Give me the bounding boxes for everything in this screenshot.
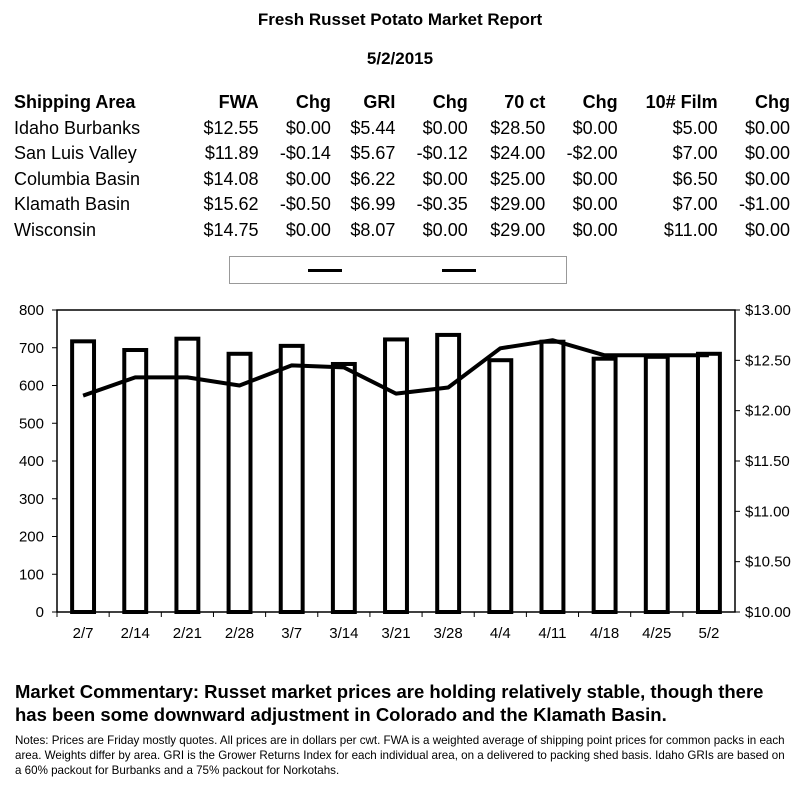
left-tick-label: 800 bbox=[18, 302, 44, 319]
table-cell: $5.00 bbox=[672, 117, 718, 138]
legend-entry-bars bbox=[308, 266, 342, 274]
x-tick-label: 3/14 bbox=[329, 625, 359, 642]
bar bbox=[333, 364, 355, 612]
table-cell: $11.00 bbox=[663, 219, 718, 240]
market-commentary: Market Commentary: Russet market prices are holding relatively stable, though there has been some downward adjustment in Colorado and the Klamath Basin. bbox=[15, 681, 764, 725]
x-tick-label: 3/7 bbox=[281, 625, 303, 642]
right-tick-label: $13.00 bbox=[745, 302, 791, 319]
right-tick-label: $11.50 bbox=[745, 453, 790, 470]
table-cell: Wisconsin bbox=[14, 219, 97, 240]
left-tick-label: 700 bbox=[18, 339, 44, 357]
table-cell: $7.00 bbox=[672, 143, 718, 164]
left-tick-label: 400 bbox=[18, 453, 44, 470]
table-cell: $0.00 bbox=[572, 168, 618, 189]
bar bbox=[229, 354, 251, 612]
col-header-gri-chg: Chg bbox=[432, 92, 468, 113]
table-cell: $5.44 bbox=[350, 117, 396, 138]
col-header-fwa: FWA bbox=[218, 92, 259, 113]
table-cell: $14.75 bbox=[203, 219, 259, 240]
x-tick-label: 4/18 bbox=[590, 625, 620, 642]
legend-swatch-line bbox=[442, 269, 476, 272]
table-cell: $0.00 bbox=[285, 219, 331, 240]
left-tick-label: 500 bbox=[18, 415, 44, 433]
table-cell: $7.00 bbox=[672, 194, 718, 215]
x-tick-label: 2/14 bbox=[120, 625, 150, 642]
x-tick-label: 2/28 bbox=[224, 625, 255, 642]
col-header-70ct: 70 ct bbox=[504, 92, 546, 113]
left-tick-label: 600 bbox=[18, 377, 44, 395]
col-header-10lb-film: 10# Film bbox=[645, 92, 718, 113]
table-cell: -$0.12 bbox=[416, 143, 468, 164]
bar bbox=[281, 346, 303, 612]
x-tick-label: 2/21 bbox=[172, 625, 202, 642]
right-tick-label: $10.00 bbox=[745, 604, 791, 621]
left-tick-label: 200 bbox=[18, 528, 44, 546]
table-cell: -$0.50 bbox=[279, 194, 331, 215]
chart-legend bbox=[229, 256, 567, 284]
right-tick-label: $12.50 bbox=[745, 352, 791, 370]
col-header-fwa-chg: Chg bbox=[295, 92, 331, 113]
table-cell: Klamath Basin bbox=[14, 194, 131, 215]
right-tick-label: $12.00 bbox=[745, 402, 791, 420]
bar bbox=[72, 341, 94, 612]
table-cell: $6.99 bbox=[350, 194, 396, 215]
table-cell: $12.55 bbox=[203, 117, 259, 138]
table-cell: $24.00 bbox=[490, 143, 546, 164]
table-cell: $0.00 bbox=[744, 168, 790, 189]
combo-chart bbox=[0, 290, 800, 660]
legend-swatch-bars bbox=[308, 269, 342, 272]
table-cell: Columbia Basin bbox=[14, 168, 141, 189]
table-row bbox=[12, 167, 792, 193]
table-cell: $0.00 bbox=[572, 219, 618, 240]
legend-entry-line bbox=[442, 266, 476, 274]
table-row bbox=[12, 218, 792, 244]
table-cell: $8.07 bbox=[350, 219, 396, 240]
x-tick-label: 4/25 bbox=[642, 625, 672, 642]
col-header-10lb-film-chg: Chg bbox=[755, 92, 790, 113]
table-cell: $29.00 bbox=[490, 194, 546, 215]
bar bbox=[385, 339, 407, 612]
bar bbox=[542, 342, 564, 612]
right-tick-label: $11.00 bbox=[745, 503, 790, 521]
table-cell: $29.00 bbox=[490, 219, 546, 240]
table-cell: $11.89 bbox=[204, 143, 259, 164]
table-cell: $0.00 bbox=[744, 219, 790, 240]
bar bbox=[489, 360, 511, 612]
table-cell: -$2.00 bbox=[566, 143, 618, 164]
table-cell: $25.00 bbox=[490, 168, 546, 189]
table-cell: $0.00 bbox=[744, 143, 790, 164]
bar bbox=[594, 359, 616, 612]
price-table bbox=[12, 90, 792, 243]
table-cell: Idaho Burbanks bbox=[14, 117, 141, 138]
x-tick-label: 3/21 bbox=[381, 625, 411, 642]
table-cell: $14.08 bbox=[203, 168, 259, 189]
table-cell: $5.67 bbox=[350, 143, 396, 164]
col-header-70ct-chg: Chg bbox=[582, 92, 618, 113]
report-title: Fresh Russet Potato Market Report bbox=[257, 10, 543, 29]
table-cell: -$1.00 bbox=[738, 194, 790, 215]
table-row bbox=[12, 192, 792, 218]
table-cell: $0.00 bbox=[572, 117, 618, 138]
table-row bbox=[12, 116, 792, 142]
table-cell: $0.00 bbox=[422, 219, 468, 240]
col-header-shipping-area: Shipping Area bbox=[14, 92, 136, 113]
table-cell: $0.00 bbox=[422, 168, 468, 189]
col-header-gri: GRI bbox=[363, 92, 396, 113]
left-tick-label: 300 bbox=[18, 490, 44, 508]
table-row bbox=[12, 141, 792, 167]
table-cell: $0.00 bbox=[422, 117, 468, 138]
table-cell: -$0.35 bbox=[416, 194, 468, 215]
x-tick-label: 2/7 bbox=[72, 625, 94, 642]
table-cell: $0.00 bbox=[285, 117, 331, 138]
table-cell: San Luis Valley bbox=[14, 143, 137, 164]
x-tick-label: 4/4 bbox=[489, 625, 511, 642]
left-tick-label: 0 bbox=[35, 604, 44, 621]
table-cell: $15.62 bbox=[203, 194, 259, 215]
table-cell: $0.00 bbox=[572, 194, 618, 215]
table-cell: $6.22 bbox=[350, 168, 396, 189]
table-cell: $0.00 bbox=[285, 168, 331, 189]
bar bbox=[437, 335, 459, 612]
table-cell: $6.50 bbox=[672, 168, 718, 189]
bar bbox=[646, 357, 668, 612]
table-header-row bbox=[12, 90, 792, 116]
bar bbox=[124, 350, 146, 612]
x-tick-label: 4/11 bbox=[538, 625, 567, 642]
table-cell: $0.00 bbox=[744, 117, 790, 138]
right-tick-label: $10.50 bbox=[745, 553, 791, 571]
table-cell: -$0.14 bbox=[279, 143, 331, 164]
x-tick-label: 3/28 bbox=[433, 625, 463, 642]
notes: Notes: Prices are Friday mostly quotes. All prices are in dollars per cwt. FWA is a weighted average of shipping point prices for common packs in each area. Weights differ by area. GRI is the Grower Returns Index for each individual area, on a delivered to packing shed basis. Idaho GRIs are based on a 60% packout for Burbanks and a 75% packout for Norkotahs. bbox=[15, 734, 785, 777]
report-date: 5/2/2015 bbox=[366, 49, 434, 68]
bar bbox=[698, 354, 720, 612]
x-tick-label: 5/2 bbox=[698, 625, 720, 642]
left-tick-label: 100 bbox=[18, 566, 44, 584]
table-cell: $28.50 bbox=[490, 117, 546, 138]
